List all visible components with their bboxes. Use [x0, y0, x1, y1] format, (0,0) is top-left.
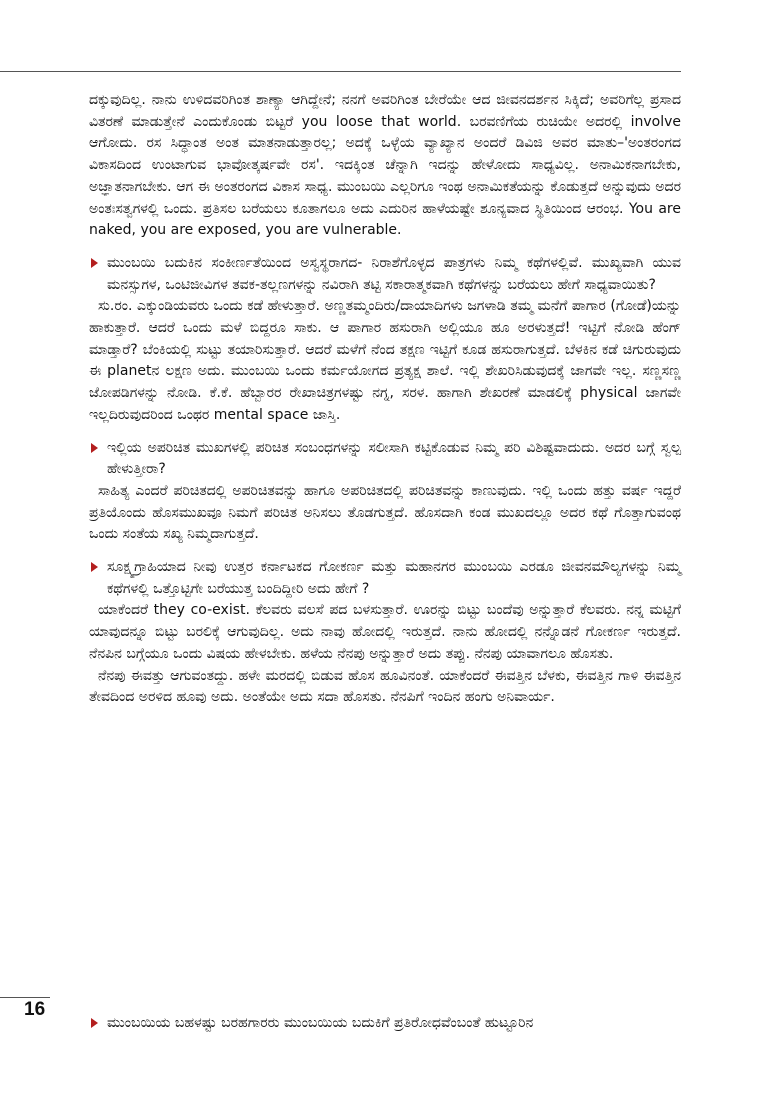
intro-paragraph: ದಕ್ಕುವುದಿಲ್ಲ. ನಾನು ಉಳಿದವರಿಗಿಂತ ಶಾಣ್ಯಾ ಆಗಿದ್ದೇನೆ; ನನಗೆ ಅವರಿಗಿಂತ ಬೇರೆಯೇ ಆದ ಜೀವನದರ್ಶನ ಸಿಕ್ಕಿದೆ; ಅವರಿಗೆಲ್ಲ ಪ್ರಸಾದ ವಿತರಣೆ ಮಾಡುತ್ತೇನೆ ಎಂದುಕೊಂಡು ಬಿಟ್ಟರೆ you loose that world. ಬರವಣಿಗೆಯ ರುಚಿಯೇ ಅದರಲ್ಲಿ involve ಆಗೋದು. ರಸ ಸಿದ್ಧಾಂತ ಅಂತ ಮಾತನಾಡುತ್ತಾರಲ್ಲ; ಅದಕ್ಕೆ ಒಳ್ಳೆಯ ವ್ಯಾಖ್ಯಾನ ಅಂದರೆ ಡಿವಿಜಿ ಅವರ ಮಾತು–'ಅಂತರಂಗದ ವಿಕಾಸದಿಂದ ಉಂಟಾಗುವ ಭಾವೋತ್ಕರ್ಷವೇ ರಸ'. ಇದಕ್ಕಿಂತ ಚೆನ್ನಾಗಿ ಇದನ್ನು ಹೇಳೋದು ಸಾಧ್ಯವಿಲ್ಲ. ಅನಾಮಿಕನಾಗಬೇಕು, ಅಜ್ಞಾತನಾಗಬೇಕು. ಆಗ ಈ ಅಂತರಂಗದ ವಿಕಾಸ ಸಾಧ್ಯ. ಮುಂಬಯಿ ಎಲ್ಲರಿಗೂ ಇಂಥ ಅನಾಮಿಕತೆಯನ್ನು ಕೊಡುತ್ತದೆ ಅನ್ನುವುದು ಅದರ ಅಂತಃಸತ್ವಗಳಲ್ಲಿ ಒಂದು. ಪ್ರತಿಸಲ ಬರೆಯಲು ಕೂತಾಗಲೂ ಅದು ಎದುರಿನ ಹಾಳೆಯಷ್ಟೇ ಶೂನ್ಯವಾದ ಸ್ಥಿತಿಯಿಂದ ಆರಂಭ. You are naked, you are exposed, you are vulnerable.	[89, 92, 681, 239]
answer-1: ಸು.ರಂ. ಎಕ್ಕುಂಡಿಯವರು ಒಂದು ಕಡೆ ಹೇಳುತ್ತಾರೆ. ಅಣ್ಣತಮ್ಮಂದಿರು/ದಾಯಾದಿಗಳು ಜಗಳಾಡಿ ತಮ್ಮ ಮನೆಗೆ ಪಾಗಾರ (ಗೋಡೆ)ಯನ್ನು ಹಾಕುತ್ತಾರೆ. ಆದರೆ ಒಂದು ಮಳೆ ಬಿದ್ದರೂ ಸಾಕು. ಆ ಪಾಗಾರ ಹಸುರಾಗಿ ಅಲ್ಲಿಯೂ ಹೂ ಅರಳುತ್ತದೆ! ಇಟ್ಟಿಗೆ ನೋಡಿ ಹೆಂಗ್ ಮಾಡ್ತಾರೆ? ಬೆಂಕಿಯಲ್ಲಿ ಸುಟ್ಟು ತಯಾರಿಸುತ್ತಾರೆ. ಆದರೆ ಮಳೆಗೆ ನೆಂದ ತಕ್ಷಣ ಇಟ್ಟಿಗೆ ಕೂಡ ಹಸುರಾಗುತ್ತದೆ. ಬೆಳಕಿನ ಕಡೆ ಚಿಗುರುವುದು ಈ planetನ ಲಕ್ಷಣ ಅದು. ಮುಂಬಯಿ ಒಂದು ಕರ್ಮಯೋಗದ ಪ್ರತ್ಯಕ್ಷ ಶಾಲೆ. ಇಲ್ಲಿ ಶೇಖರಿಸಿಡುವುದಕ್ಕೆ ಜಾಗವೇ ಇಲ್ಲ. ಸಣ್ಣಸಣ್ಣ ಜೋಪಡಿಗಳನ್ನು ನೋಡಿ. ಕೆ.ಕೆ. ಹೆಬ್ಬಾರರ ರೇಖಾಚಿತ್ರಗಳಷ್ಟು ನಗ್ನ, ಸರಳ. ಹಾಗಾಗಿ ಶೇಖರಣೆ ಮಾಡಲಿಕ್ಕೆ physical ಜಾಗವೇ ಇಲ್ಲದಿರುವುದರಿಂದ ಒಂಥರ mental space ಜಾಸ್ತಿ.	[89, 298, 681, 423]
top-rule	[0, 71, 681, 72]
question-4: ಮುಂಬಯಿಯ ಬಹಳಷ್ಟು ಬರಹಗಾರರು ಮುಂಬಯಿಯ ಬದುಕಿಗೆ ಪ್ರತಿರೋಧವೆಂಬಂತೆ ಹುಟ್ಟೂರಿನ	[89, 1013, 699, 1035]
answer-3: ಯಾಕೆಂದರೆ they co-exist. ಕೆಲವರು ವಲಸೆ ಪದ ಬಳಸುತ್ತಾರೆ. ಊರನ್ನು ಬಿಟ್ಟು ಬಂದೆವು ಅನ್ನುತ್ತಾರೆ ಕೆಲವರು. ನನ್ನ ಮಟ್ಟಿಗೆ ಯಾವುದನ್ನೂ ಬಿಟ್ಟು ಬರಲಿಕ್ಕೆ ಆಗುವುದಿಲ್ಲ. ಅದು ನಾವು ಹೋದಲ್ಲಿ ಇರುತ್ತದೆ. ನಾನು ಹೋದಲ್ಲಿ ನನ್ನೊಡನೆ ಗೋಕರ್ಣ ಇರುತ್ತದೆ. ನೆನಪಿನ ಬಗ್ಗೆಯೂ ಒಂದು ವಿಷಯ ಹೇಳಬೇಕು. ಹಳೆಯ ನೆನಪು ಅನ್ನುತ್ತಾರೆ ಅದು ತಪ್ಪು. ನೆನಪು ಯಾವಾಗಲೂ ಹೊಸತು.	[89, 602, 681, 662]
answer-3-continued: ನೆನಪು ಈವತ್ತು ಆಗುವಂತದ್ದು. ಹಳೇ ಮರದಲ್ಲಿ ಬಿಡುವ ಹೊಸ ಹೂವಿನಂತೆ. ಯಾಕೆಂದರೆ ಈವತ್ತಿನ ಬೆಳಕು, ಈವತ್ತಿನ ಗಾಳಿ ಈವತ್ತಿನ ತೇವದಿಂದ ಅರಳಿದ ಹೂವು ಅದು. ಅಂತೆಯೇ ಅದು ಸದಾ ಹೊಸತು. ನೆನಪಿಗೆ ಇಂದಿನ ಹಂಗು ಅನಿವಾರ್ಯ.	[89, 667, 681, 706]
question-3: ಸೂಕ್ಷ್ಮಗ್ರಾಹಿಯಾದ ನೀವು ಉತ್ತರ ಕರ್ನಾಟಕದ ಗೋಕರ್ಣ ಮತ್ತು ಮಹಾನಗರ ಮುಂಬಯಿ ಎರಡೂ ಜೀವನಮೌಲ್ಯಗಳನ್ನು ನಿಮ್ಮ ಕಥೆಗಳಲ್ಲಿ ಒತ್ತೊಟ್ಟಿಗೇ ಬರೆಯುತ್ತ ಬಂದಿದ್ದೀರಿ ಅದು ಹೇಗೆ ?	[89, 557, 681, 600]
question-1: ಮುಂಬಯಿ ಬದುಕಿನ ಸಂಕೀರ್ಣತೆಯಿಂದ ಅಸ್ವಸ್ಥರಾಗದ- ನಿರಾಶೆಗೊಳ್ಳದ ಪಾತ್ರಗಳು ನಿಮ್ಮ ಕಥೆಗಳಲ್ಲಿವೆ. ಮುಖ್ಯವಾಗಿ ಯುವ ಮನಸ್ಸುಗಳ, ಒಂಟಿಜೀವಿಗಳ ತವಕ-ತಲ್ಲಣಗಳನ್ನು ನವಿರಾಗಿ ತಟ್ಟಿ ಸಕಾರಾತ್ಮಕವಾಗಿ ಕಥೆಗಳನ್ನು ಬರೆಯಲು ಹೇಗೆ ಸಾಧ್ಯವಾಯಿತು?	[89, 253, 681, 296]
page-number: 16	[24, 999, 46, 1020]
answer-2: ಸಾಹಿತ್ಯ ಎಂದರೆ ಪರಿಚಿತದಲ್ಲಿ ಅಪರಿಚಿತವನ್ನು ಹಾಗೂ ಅಪರಿಚಿತದಲ್ಲಿ ಪರಿಚಿತವನ್ನು ಕಾಣುವುದು. ಇಲ್ಲಿ ಒಂದು ಹತ್ತು ವರ್ಷ ಇದ್ದರೆ ಪ್ರತಿಯೊಂದು ಹೊಸಮುಖವೂ ನಿಮಗೆ ಪರಿಚಿತ ಅನಿಸಲು ತೊಡಗುತ್ತದೆ. ಹೊಸದಾಗಿ ಕಂಡ ಮುಖದಲ್ಲೂ ಅದರ ಕಥೆ ಗೊತ್ತಾಗುವಂಥ ಒಂದು ಸಂತೆಯ ಸಖ್ಯ ನಿಮ್ಮದಾಗುತ್ತದೆ.	[89, 482, 681, 543]
page-body	[89, 90, 681, 709]
question-2: ಇಲ್ಲಿಯ ಅಪರಿಚಿತ ಮುಖಗಳಲ್ಲಿ ಪರಿಚಿತ ಸಂಬಂಧಗಳನ್ನು ಸಲೀಸಾಗಿ ಕಟ್ಟಿಕೊಡುವ ನಿಮ್ಮ ಪರಿ ವಿಶಿಷ್ಟವಾದುದು. ಅದರ ಬಗ್ಗೆ ಸ್ವಲ್ಪ ಹೇಳುತ್ತೀರಾ?	[89, 438, 681, 481]
bottom-rule	[0, 997, 50, 998]
